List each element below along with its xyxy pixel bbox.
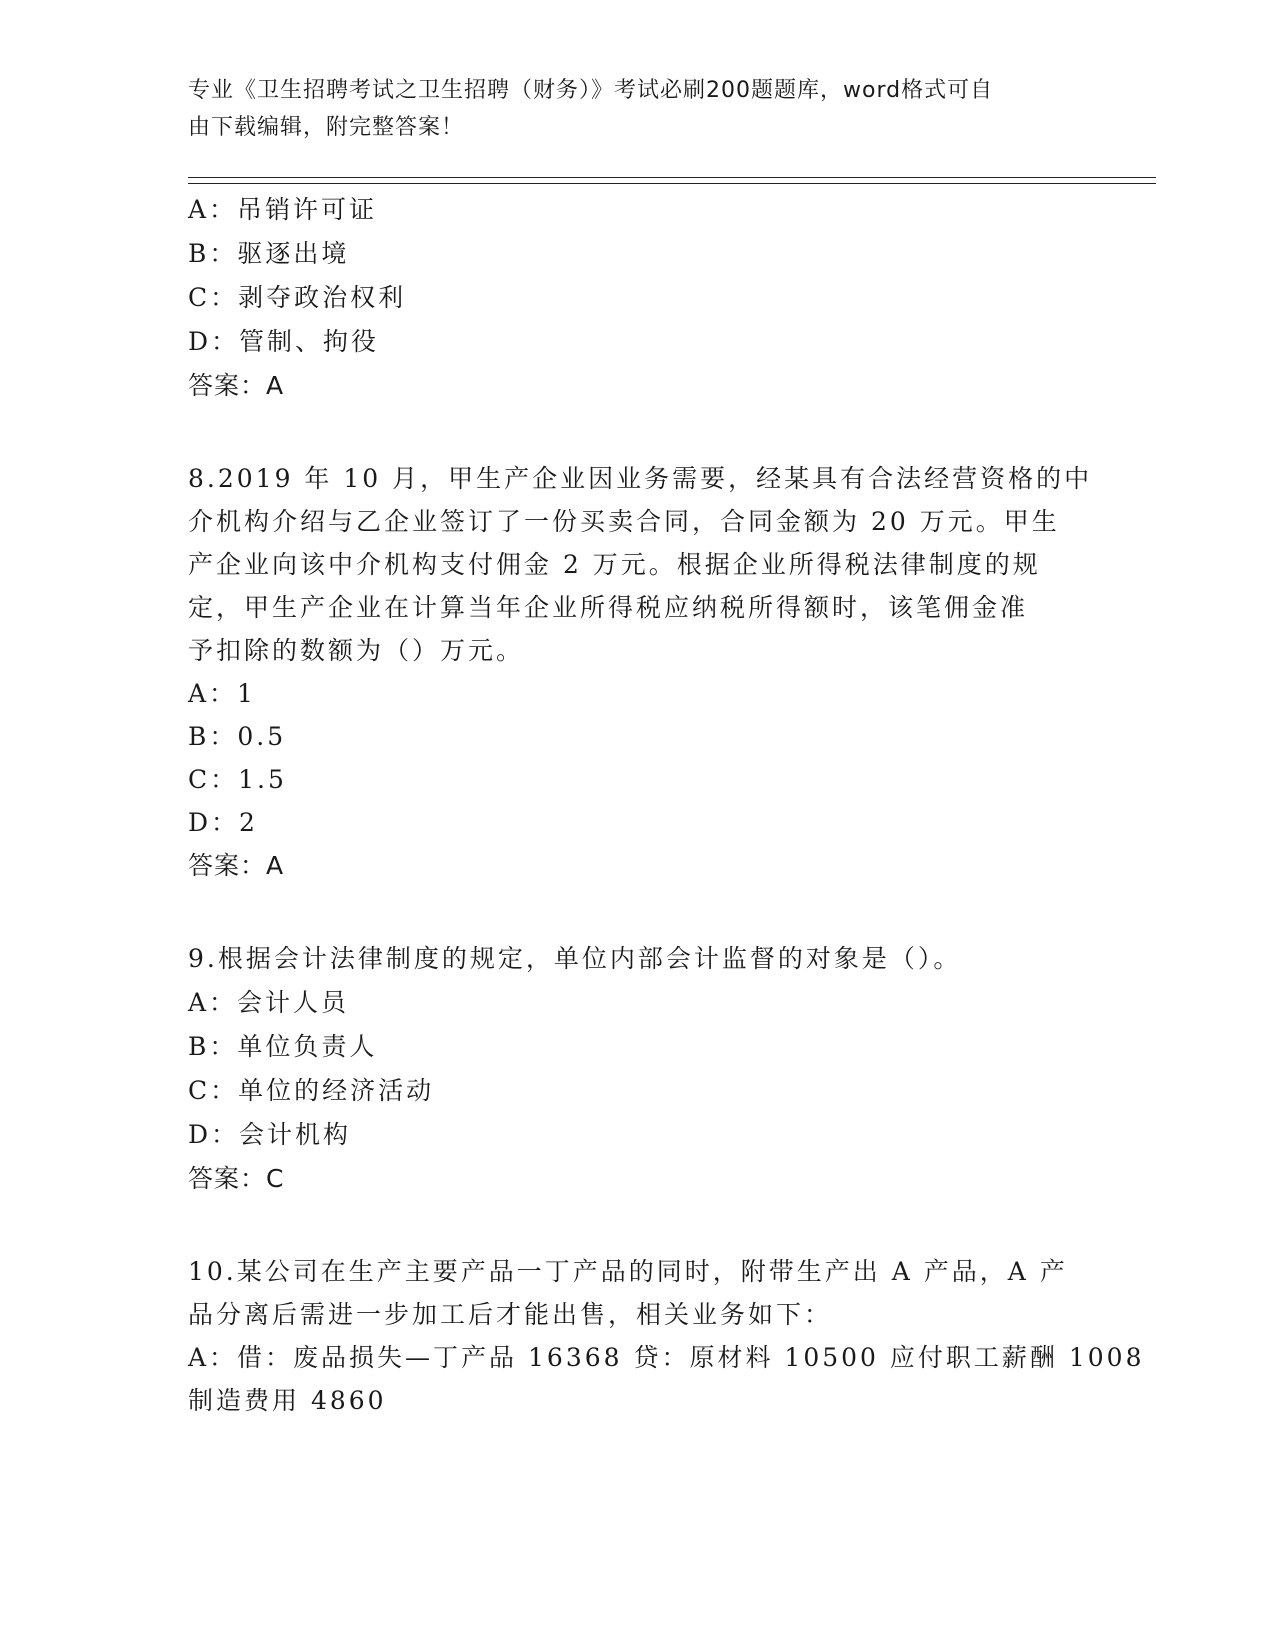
option-b: B：驱逐出境 xyxy=(188,239,350,268)
option-d: D：管制、拘役 xyxy=(188,327,380,356)
option-d: D：2 xyxy=(188,808,258,837)
option-b: B：单位负责人 xyxy=(188,1032,378,1061)
answer: 答案：C xyxy=(188,1164,285,1193)
question-text: 介机构介绍与乙企业签订了一份买卖合同，合同金额为 20 万元。甲生 xyxy=(188,507,1060,536)
header-title xyxy=(188,72,1078,146)
option-a: A：1 xyxy=(188,679,256,708)
question-text: 10.某公司在生产主要产品一丁产品的同时，附带生产出 A 产品，A 产 xyxy=(188,1257,1068,1286)
option-d: D：会计机构 xyxy=(188,1120,352,1149)
header-divider xyxy=(188,183,1156,184)
header-line: 由下载编辑，附完整答案！ xyxy=(188,115,465,140)
option-a: A：吊销许可证 xyxy=(188,195,378,224)
option-c: C：1.5 xyxy=(188,765,287,794)
option-b: B：0.5 xyxy=(188,722,287,751)
option-a-continued: 制造费用 4860 xyxy=(188,1386,387,1415)
option-a: A：会计人员 xyxy=(188,988,350,1017)
answer: 答案：A xyxy=(188,851,285,880)
question-text: 8.2019 年 10 月，甲生产企业因业务需要，经某具有合法经营资格的中 xyxy=(188,464,1093,493)
question-text: 产企业向该中介机构支付佣金 2 万元。根据企业所得税法律制度的规 xyxy=(188,550,1041,579)
header-divider xyxy=(188,177,1156,178)
header-line: 专业《卫生招聘考试之卫生招聘（财务）》考试必刷200题题库，word格式可自 xyxy=(188,78,994,103)
option-c: C：单位的经济活动 xyxy=(188,1076,435,1105)
option-a: A：借：废品损失—丁产品 16368 贷：原材料 10500 应付职工薪酬 1008 xyxy=(188,1343,1145,1372)
question-text: 9.根据会计法律制度的规定，单位内部会计监督的对象是（）。 xyxy=(188,944,962,973)
answer: 答案：A xyxy=(188,371,285,400)
question-text: 定，甲生产企业在计算当年企业所得税应纳税所得额时，该笔佣金准 xyxy=(188,593,1029,622)
question-text: 予扣除的数额为（）万元。 xyxy=(188,636,525,665)
option-c: C：剥夺政治权利 xyxy=(188,283,407,312)
question-text: 品分离后需进一步加工后才能出售，相关业务如下： xyxy=(188,1300,833,1329)
